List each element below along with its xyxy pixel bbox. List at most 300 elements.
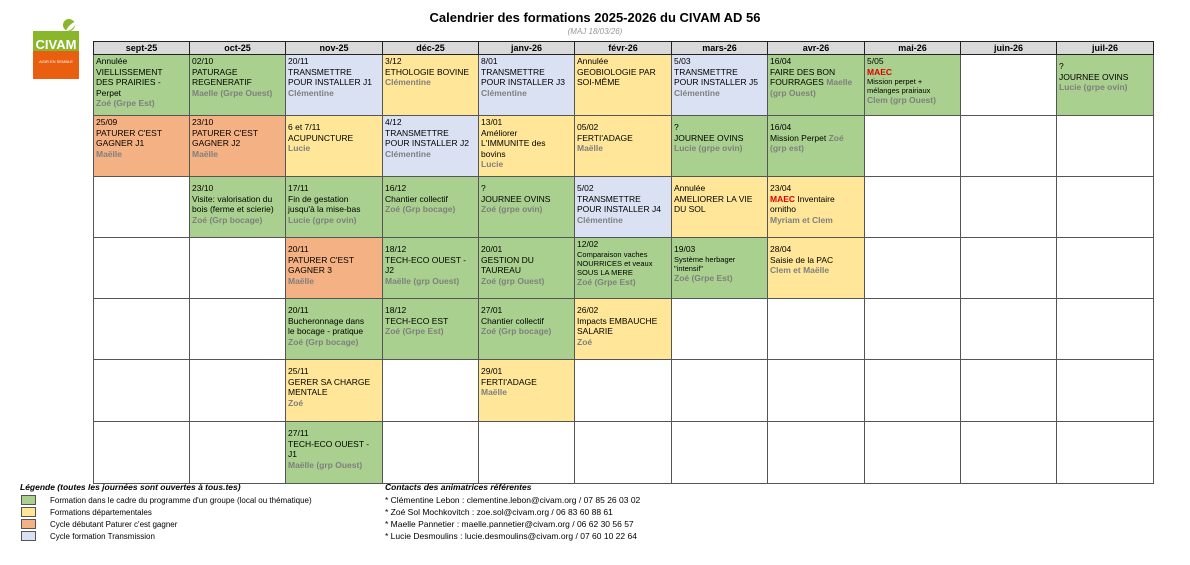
event-line: 20/11 xyxy=(288,244,309,254)
logo-text: CIVAM xyxy=(35,37,77,52)
event-line: POUR INSTALLER J1 xyxy=(288,77,372,87)
training-event[interactable] xyxy=(383,177,478,237)
calendar-cell xyxy=(575,360,672,422)
calendar-cell xyxy=(94,238,190,299)
training-event[interactable] xyxy=(286,55,382,115)
event-facilitator: Maëlle xyxy=(481,387,507,397)
event-line: FAIRE DES BON xyxy=(770,66,836,77)
event-line: PATURER C'EST xyxy=(288,254,355,265)
month-header: nov-25 xyxy=(286,42,383,55)
event-line: 27/01 xyxy=(481,305,503,315)
event-line: TRANSMETTRE xyxy=(385,127,449,138)
event-line: ACUPUNCTURE xyxy=(288,132,354,143)
event-line: 13/01 xyxy=(481,117,503,127)
training-event[interactable] xyxy=(575,55,671,115)
update-date: (MAJ 18/03/26) xyxy=(567,27,623,36)
event-facilitator: Zoé (Grp bocage) xyxy=(481,326,552,336)
calendar-cell xyxy=(575,177,672,238)
event-line: TRANSMETTRE xyxy=(481,66,545,77)
event-line: ETHOLOGIE BOVINE xyxy=(385,66,470,77)
event-facilitator: Maëlle (grp Ouest) xyxy=(385,275,460,286)
event-line: JOURNEE OVINS xyxy=(1059,71,1129,82)
event-line: Bucheronnage dans xyxy=(288,315,365,326)
calendar-cell xyxy=(865,360,961,422)
event-line: ? xyxy=(1059,61,1064,71)
training-event[interactable] xyxy=(286,116,382,176)
training-event[interactable] xyxy=(575,116,671,176)
legend-swatch-blue xyxy=(21,531,36,541)
event-line: JOURNEE OVINS xyxy=(674,132,744,143)
event-line-small: mélanges prairiaux xyxy=(867,86,931,95)
calendar-cell xyxy=(961,177,1057,238)
calendar-cell xyxy=(865,238,961,299)
training-event[interactable] xyxy=(383,116,478,176)
month-header: févr-26 xyxy=(575,42,672,55)
month-header: oct-25 xyxy=(190,42,286,55)
event-line: 25/11 xyxy=(288,366,309,376)
calendar-cell xyxy=(1057,177,1154,238)
event-facilitator: Maëlle xyxy=(288,275,314,286)
training-event[interactable] xyxy=(286,422,382,483)
calendar-cell xyxy=(672,116,768,177)
event-facilitator: Clémentine xyxy=(288,87,334,98)
event-facilitator: Zoé (grpe ovin) xyxy=(481,204,543,214)
contact-line: * Zoé Sol Mochkovitch : zoe.sol@civam.org / 06 83 60 88 61 xyxy=(385,507,613,517)
calendar-cell xyxy=(383,360,479,422)
calendar-cell xyxy=(190,116,286,177)
event-line: Perpet xyxy=(96,87,122,98)
event-facilitator: Maelle xyxy=(826,77,853,87)
month-header: sept-25 xyxy=(94,42,190,55)
event-line: 18/12 xyxy=(385,305,407,315)
calendar-cell xyxy=(383,177,479,238)
training-event[interactable] xyxy=(479,116,574,176)
event-line-small: Mission perpet + xyxy=(867,77,923,86)
training-event[interactable] xyxy=(479,55,574,115)
training-event[interactable] xyxy=(383,238,478,298)
training-event[interactable] xyxy=(383,55,478,115)
contact-line: * Clémentine Lebon : clementine.lebon@civam.org / 07 85 26 03 02 xyxy=(385,495,641,505)
calendar-cell xyxy=(286,299,383,360)
legend-title: Légende (toutes les journées sont ouvertes à tous.tes) xyxy=(20,482,241,492)
calendar-cell xyxy=(1057,238,1154,299)
event-facilitator: Maëlle xyxy=(192,148,218,159)
calendar-cell xyxy=(575,55,672,116)
event-line: 29/01 xyxy=(481,366,503,376)
event-line: PATURER C'EST xyxy=(96,127,163,138)
event-facilitator: Lucie (grpe ovin) xyxy=(288,214,357,225)
training-event[interactable] xyxy=(575,177,671,237)
calendar-cell xyxy=(672,238,768,299)
calendar-cell xyxy=(961,238,1057,299)
calendar-cell xyxy=(768,360,865,422)
training-event[interactable] xyxy=(768,177,864,237)
calendar-table xyxy=(93,41,1154,484)
event-line: FOURRAGES Maelle xyxy=(770,77,853,87)
calendar-cell xyxy=(479,238,575,299)
training-event[interactable] xyxy=(190,55,285,115)
calendar-row xyxy=(94,360,1154,422)
training-event[interactable] xyxy=(479,238,574,298)
event-line: Améliorer xyxy=(481,127,518,138)
event-line: FERTI'ADAGE xyxy=(481,376,537,387)
event-line: TRANSMETTRE xyxy=(288,66,352,77)
event-line: GAGNER J1 xyxy=(96,138,145,148)
event-line: Mission Perpet Zoé xyxy=(770,132,844,143)
event-facilitator: Zoé xyxy=(288,397,304,408)
calendar-cell xyxy=(286,238,383,299)
event-line: DU SOL xyxy=(674,204,706,214)
logo-subtext: AGIR EN SEMBLE xyxy=(39,59,73,64)
event-facilitator: Clem (grp Ouest) xyxy=(867,95,936,105)
training-event[interactable] xyxy=(94,55,189,115)
event-facilitator: Maelle (Grpe Ouest) xyxy=(192,87,273,98)
event-line: TRANSMETTRE xyxy=(674,66,738,77)
legend-label: Cycle débutant Paturer c'est gagner xyxy=(50,519,178,529)
event-line: 4/12 xyxy=(385,117,402,127)
month-header: juin-26 xyxy=(961,42,1057,55)
month-header: janv-26 xyxy=(479,42,575,55)
training-event[interactable] xyxy=(575,299,671,359)
event-line: 20/11 xyxy=(288,305,309,315)
event-line: Annulée xyxy=(96,56,128,66)
event-line: TECH-ECO EST xyxy=(385,315,449,326)
month-header: avr-26 xyxy=(768,42,865,55)
event-line: Saisie de la PAC xyxy=(770,254,834,265)
event-line: 20/01 xyxy=(481,244,503,254)
legend-label: Formations départementales xyxy=(50,507,152,517)
contact-line: * Lucie Desmoulins : lucie.desmoulins@civam.org / 07 60 10 22 64 xyxy=(385,531,637,541)
calendar-cell xyxy=(383,238,479,299)
event-line: POUR INSTALLER J3 xyxy=(481,77,565,87)
training-event[interactable] xyxy=(672,238,767,298)
calendar-cell xyxy=(575,422,672,484)
event-line: REGENERATIF xyxy=(192,77,252,87)
calendar-cell xyxy=(383,55,479,116)
calendar-cell xyxy=(286,116,383,177)
event-line: 05/02 xyxy=(577,122,599,132)
calendar-cell xyxy=(479,116,575,177)
calendar-cell xyxy=(768,116,865,177)
event-line: VIELLISSEMENT xyxy=(96,66,163,77)
event-line: GAGNER J2 xyxy=(192,138,241,148)
calendar-cell xyxy=(865,116,961,177)
event-line: ? xyxy=(674,122,679,132)
event-line: L'IMMUNITE des xyxy=(481,138,546,148)
event-facilitator: Lucie xyxy=(481,159,504,169)
training-event[interactable] xyxy=(383,299,478,359)
event-line: 16/12 xyxy=(385,183,407,193)
event-tag-line xyxy=(867,67,958,78)
calendar-cell xyxy=(865,299,961,360)
month-header: mai-26 xyxy=(865,42,961,55)
calendar-row xyxy=(94,299,1154,360)
training-event[interactable] xyxy=(94,116,189,176)
event-facilitator: (grp est) xyxy=(770,143,804,153)
event-line: FERTI'ADAGE xyxy=(577,132,633,143)
event-line: 3/12 xyxy=(385,56,402,66)
calendar-cell xyxy=(1057,360,1154,422)
page-title: Calendrier des formations 2025-2026 du CIVAM AD 56 xyxy=(429,10,761,25)
calendar-cell xyxy=(190,299,286,360)
training-event[interactable] xyxy=(479,360,574,421)
calendar-row xyxy=(94,422,1154,484)
event-line: 6 et 7/11 xyxy=(288,122,321,132)
calendar-cell xyxy=(94,116,190,177)
calendar-cell xyxy=(286,422,383,484)
event-facilitator: Zoé (Grpe Est) xyxy=(674,272,733,283)
training-event[interactable] xyxy=(190,177,285,237)
event-line: Chantier collectif xyxy=(385,193,448,204)
training-event[interactable] xyxy=(865,55,960,115)
training-event[interactable] xyxy=(1057,55,1153,115)
event-line-small: Système herbager xyxy=(674,254,736,264)
event-line: 02/10 xyxy=(192,56,214,66)
training-event[interactable] xyxy=(286,177,382,237)
calendar-cell xyxy=(768,177,865,238)
event-facilitator: Maëlle xyxy=(96,148,122,159)
calendar-cell xyxy=(768,55,865,116)
month-header: juil-26 xyxy=(1057,42,1154,55)
event-facilitator: Clémentine xyxy=(674,87,720,98)
event-line: TECH-ECO OUEST - xyxy=(385,254,467,265)
training-event[interactable] xyxy=(672,116,767,176)
calendar-body xyxy=(94,55,1154,484)
event-line: AMELIORER LA VIE xyxy=(674,193,753,204)
event-facilitator: Zoé xyxy=(577,336,593,347)
event-line: 5/02 xyxy=(577,183,594,193)
event-tag-line xyxy=(770,194,862,205)
event-line: 8/01 xyxy=(481,56,498,66)
calendar-cell xyxy=(865,177,961,238)
event-line: TAUREAU xyxy=(481,265,521,275)
calendar-cell xyxy=(865,55,961,116)
calendar-cell xyxy=(190,238,286,299)
event-facilitator: Zoé (Grp bocage) xyxy=(288,336,359,347)
calendar-cell xyxy=(479,55,575,116)
event-line: 28/04 xyxy=(770,244,792,254)
event-line: Impacts EMBAUCHE xyxy=(577,315,658,326)
calendar-cell xyxy=(383,422,479,484)
event-line: DES PRAIRIES - xyxy=(96,77,161,87)
calendar-cell xyxy=(672,360,768,422)
event-line: 25/09 xyxy=(96,117,118,127)
calendar-cell xyxy=(286,55,383,116)
event-line: ? xyxy=(481,183,486,193)
event-line: POUR INSTALLER J2 xyxy=(385,138,469,148)
calendar-cell xyxy=(768,422,865,484)
month-header: mars-26 xyxy=(672,42,768,55)
event-facilitator: Zoé (Grp bocage) xyxy=(192,214,263,225)
event-line: 23/10 xyxy=(192,183,214,193)
event-line: GERER SA CHARGE xyxy=(288,376,371,387)
training-event[interactable] xyxy=(768,116,864,176)
calendar-cell xyxy=(190,360,286,422)
event-text: Inventaire xyxy=(797,193,835,204)
event-line: 16/04 xyxy=(770,56,792,66)
calendar-cell xyxy=(94,55,190,116)
legend xyxy=(20,482,312,542)
event-line: bois (ferme et scierie) xyxy=(192,204,274,214)
event-line: SALARIE xyxy=(577,326,613,336)
calendar-cell xyxy=(672,299,768,360)
legend-item xyxy=(20,518,312,530)
event-line: ornitho xyxy=(770,204,796,214)
calendar-row xyxy=(94,177,1154,238)
event-line: TRANSMETTRE xyxy=(577,193,641,204)
event-line: 12/02 xyxy=(577,239,599,249)
calendar-cell xyxy=(961,116,1057,177)
event-facilitator: Clémentine xyxy=(385,148,431,159)
event-line: 5/05 xyxy=(867,56,884,66)
event-line: le bocage - pratique xyxy=(288,326,364,336)
calendar-cell xyxy=(1057,55,1154,116)
calendar-cell xyxy=(672,177,768,238)
calendar-row xyxy=(94,238,1154,299)
event-line: POUR INSTALLER J5 xyxy=(674,77,758,87)
calendar-cell xyxy=(286,360,383,422)
event-line: POUR INSTALLER J4 xyxy=(577,204,661,214)
month-header-row xyxy=(94,42,1154,55)
calendar-cell xyxy=(190,177,286,238)
event-facilitator: Zoé (grp Ouest) xyxy=(481,275,545,286)
legend-swatch-green xyxy=(21,495,36,505)
calendar-cell xyxy=(286,177,383,238)
training-event[interactable] xyxy=(672,55,767,115)
event-line: Annulée xyxy=(674,183,706,193)
calendar-cell xyxy=(961,299,1057,360)
legend-swatch-orange xyxy=(21,519,36,529)
training-event[interactable] xyxy=(190,116,285,176)
event-line: 16/04 xyxy=(770,122,792,132)
event-line-small: SOUS LA MERE xyxy=(577,267,633,277)
calendar-cell xyxy=(479,422,575,484)
event-facilitator: Lucie (grpe ovin) xyxy=(674,143,743,153)
training-event[interactable] xyxy=(575,238,671,298)
calendar-cell xyxy=(383,116,479,177)
event-facilitator: Maëlle xyxy=(577,143,603,153)
training-event[interactable] xyxy=(768,238,864,298)
contacts xyxy=(385,482,640,542)
training-event[interactable] xyxy=(479,177,574,237)
event-facilitator: Lucie (grpe ovin) xyxy=(1059,82,1128,92)
training-event[interactable] xyxy=(286,238,382,298)
event-line: Chantier collectif xyxy=(481,315,544,326)
event-facilitator: Lucie xyxy=(288,143,311,153)
training-event[interactable] xyxy=(768,55,864,115)
calendar-cell xyxy=(865,422,961,484)
legend-label: Formation dans le cadre du programme d'un groupe (local ou thématique) xyxy=(50,495,312,505)
calendar-row xyxy=(94,55,1154,116)
calendar-cell xyxy=(479,299,575,360)
calendar-cell xyxy=(479,177,575,238)
event-line: J1 xyxy=(288,449,297,459)
event-line: GEOBIOLOGIE PAR xyxy=(577,66,656,77)
event-line: 26/02 xyxy=(577,305,599,315)
event-facilitator: (grp Ouest) xyxy=(770,87,816,98)
training-event[interactable] xyxy=(286,299,382,359)
calendar-cell xyxy=(1057,422,1154,484)
event-line: PATURER C'EST xyxy=(192,127,259,138)
event-line: 17/11 xyxy=(288,183,309,193)
event-facilitator: Zoé (Grpe Est) xyxy=(96,98,155,108)
maec-tag: MAEC xyxy=(867,66,893,77)
training-event[interactable] xyxy=(672,177,767,237)
event-line: 23/10 xyxy=(192,117,214,127)
event-line: 19/03 xyxy=(674,244,696,254)
calendar-cell xyxy=(768,238,865,299)
legend-item xyxy=(20,494,312,506)
contacts-title: Contacts des animatrices référentes xyxy=(385,482,532,492)
event-line: MENTALE xyxy=(288,387,328,397)
event-facilitator: Myriam et Clem xyxy=(770,214,833,225)
legend-item xyxy=(20,530,312,542)
calendar-cell xyxy=(94,360,190,422)
legend-label: Cycle formation Transmission xyxy=(50,531,155,541)
maec-tag: MAEC xyxy=(770,193,796,204)
event-line: Annulée xyxy=(577,56,609,66)
calendar-cell xyxy=(575,116,672,177)
event-line: GESTION DU xyxy=(481,254,534,265)
calendar-cell xyxy=(190,55,286,116)
calendar-cell xyxy=(94,299,190,360)
event-line: 23/04 xyxy=(770,183,792,193)
training-event[interactable] xyxy=(479,299,574,359)
event-line: Fin de gestation xyxy=(288,193,349,204)
event-line: 18/12 xyxy=(385,244,407,254)
contact-line: * Maelle Pannetier : maelle.pannetier@civam.org / 06 62 30 56 57 xyxy=(385,519,634,529)
event-line: 5/03 xyxy=(674,56,691,66)
event-line-small: "intensif" xyxy=(674,263,704,273)
event-line-small: Comparaison vaches xyxy=(577,249,648,259)
calendar-cell xyxy=(961,360,1057,422)
calendar-cell xyxy=(672,55,768,116)
event-facilitator: Zoé (Grpe Est) xyxy=(577,276,636,287)
event-line: 20/11 xyxy=(288,56,309,66)
event-line: TECH-ECO OUEST - xyxy=(288,438,370,449)
event-line: SOI-MÊME xyxy=(577,77,620,87)
event-facilitator: Clem et Maëlle xyxy=(770,265,830,275)
event-line: GAGNER 3 xyxy=(288,265,332,275)
calendar-cell xyxy=(768,299,865,360)
event-facilitator: Zoé (Grp bocage) xyxy=(385,204,456,214)
month-header: déc-25 xyxy=(383,42,479,55)
event-line: PATURAGE xyxy=(192,66,238,77)
calendar-cell xyxy=(961,55,1057,116)
event-facilitator: Maëlle (grp Ouest) xyxy=(288,459,363,470)
legend-item xyxy=(20,506,312,518)
event-facilitator: Clémentine xyxy=(481,87,527,98)
calendar-row xyxy=(94,116,1154,177)
calendar-cell xyxy=(94,177,190,238)
calendar-cell xyxy=(383,299,479,360)
event-line: J2 xyxy=(385,265,394,275)
calendar-cell xyxy=(190,422,286,484)
event-facilitator: Clémentine xyxy=(385,77,431,87)
event-facilitator: Zoé (Grpe Est) xyxy=(385,326,444,336)
event-line-small: NOURRICES et veaux xyxy=(577,258,653,268)
event-line: JOURNEE OVINS xyxy=(481,193,551,204)
event-line: Visite: valorisation du xyxy=(192,193,273,204)
calendar-cell xyxy=(575,238,672,299)
calendar-cell xyxy=(479,360,575,422)
calendar-cell xyxy=(1057,299,1154,360)
calendar-cell xyxy=(94,422,190,484)
training-event[interactable] xyxy=(286,360,382,421)
event-line: bovins xyxy=(481,148,506,159)
event-line: 27/11 xyxy=(288,428,309,438)
event-facilitator: Zoé xyxy=(828,132,844,143)
